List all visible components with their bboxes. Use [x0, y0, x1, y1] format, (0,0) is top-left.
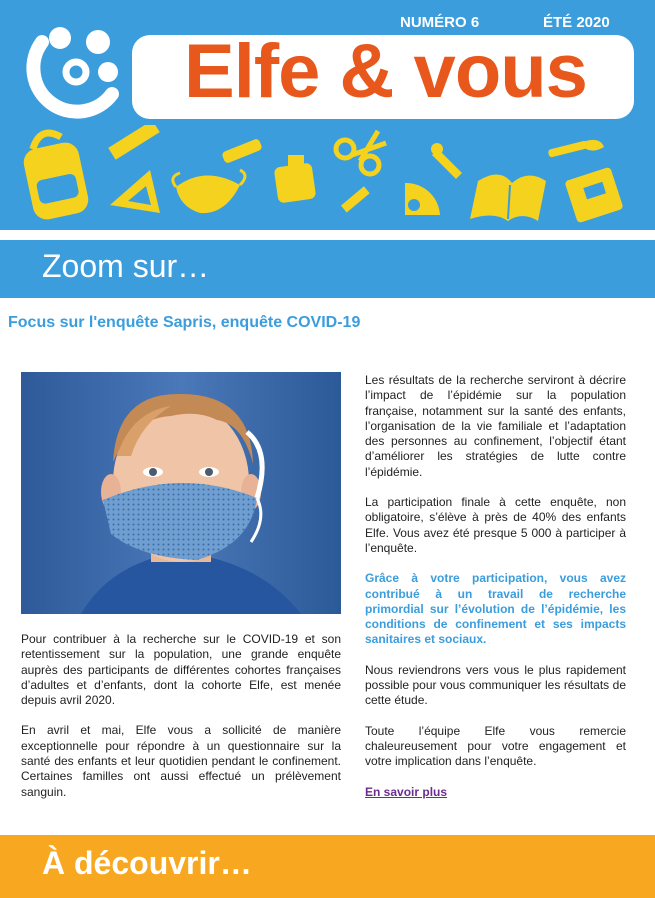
article-paragraph: Toute l’équipe Elfe vous remercie chaleureusement pour votre engagement et votre implication dans l’enquête. [365, 723, 626, 769]
marker-icon [221, 138, 263, 164]
zoom-section-band [0, 240, 655, 298]
article-paragraph: Pour contribuer à la recherche sur le COVID-19 et son retentissement sur la population, une grande enquête auprès des participants de différentes cohortes françaises d’adultes et d’enfants, dont la cohorte Elfe, est menée depuis avril 2020. [21, 632, 341, 708]
header-gap [0, 230, 655, 240]
article-paragraph: Les résultats de la recherche serviront à décrire l’impact de l’épidémie sur la population française, notamment sur la santé des enfants, l’organisation de la vie familiale et l’adaptation des personnes au confinement, l’objectif étant d’améliorer les stratégies de lutte contre l’épidémie. [365, 373, 626, 479]
newsletter-header [0, 0, 655, 230]
backpack-icon [21, 130, 91, 222]
zoom-section-title: Zoom sur… [42, 248, 210, 284]
learn-more-link[interactable]: En savoir plus [365, 784, 448, 799]
article-paragraph: La participation finale à cette enquête, non obligatoire, s’élève à près de 40% des enfants Elfe. Vous avez été presque 5 000 à participer à l’enquête. [365, 495, 626, 555]
paint-tube-icon [431, 143, 462, 179]
article-subtitle: Focus sur l'enquête Sapris, enquête COVID-19 [8, 314, 361, 331]
discover-section-band [0, 835, 655, 898]
issue-season: ÉTÉ 2020 [543, 14, 610, 31]
protractor-icon [405, 183, 440, 215]
article-left-column [21, 632, 341, 815]
newsletter-title: Elfe & vous [184, 29, 587, 114]
child-with-mask-image [21, 372, 341, 614]
school-icons [0, 125, 655, 230]
scissors-icon [336, 131, 386, 174]
elfe-logo-icon [20, 16, 130, 126]
issue-number: NUMÉRO 6 [400, 14, 480, 31]
discover-section-title: À découvrir… [42, 845, 252, 881]
article-paragraph: Nous reviendrons vers vous le plus rapidement possible pour vous communiquer les résultats de cette étude. [365, 662, 626, 708]
article-highlight: Grâce à votre participation, vous avez contribué à un travail de recherche primordial sur l’évolution de l’épidémie, les conditions de confinement et ses impacts sanitaires et sociaux. [365, 571, 626, 647]
child-mask-photo [21, 372, 341, 614]
pencil-sharpener-icon [274, 155, 317, 203]
article-paragraph: En avril et mai, Elfe vous a sollicité de manière exceptionnelle pour répondre à un questionnaire sur la santé des enfants et leur quotidien pendant le confinement. Certaines familles ont aussi effectué un prélèvement sanguin. [21, 723, 341, 799]
open-book-icon [470, 174, 546, 221]
article-right-column [365, 373, 626, 815]
pencil-icon [341, 186, 370, 212]
face-mask-icon [173, 170, 245, 213]
ruler-icon [108, 125, 160, 160]
paintbrush-icon [548, 140, 604, 158]
set-square-icon [110, 170, 160, 213]
notebook-icon [564, 167, 623, 224]
